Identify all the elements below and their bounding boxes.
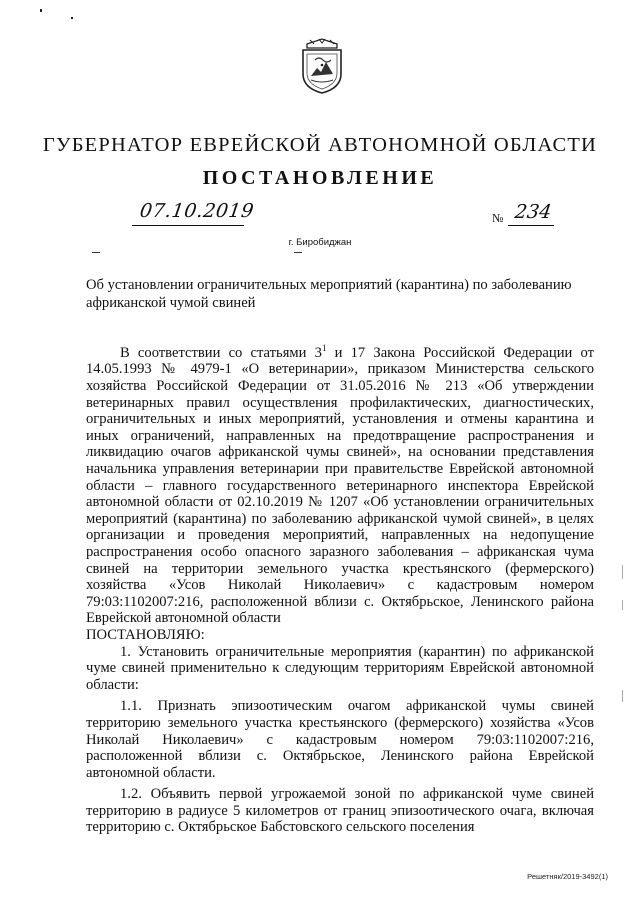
- document-subject: Об установлении ограничительных мероприятий (карантина) по заболеванию африканской чумой свиней: [86, 277, 572, 311]
- document-date: 07.10.2019: [138, 200, 256, 222]
- document-type: ПОСТАНОВЛЕНИЕ: [202, 167, 438, 189]
- corner-mark-right: [294, 252, 302, 253]
- preamble-rest: и 17 Закона Российской Федерации от 14.05.1993 № 4979-1 «О ветеринарии», приказом Министерства сельского хозяйства Российской Федерации от 31.05.2016 № 213 «Об утверждении ветеринарных правил осуществления профилактических, диагностических, ограничительных и иных мероприятий, установления и отмены карантина и иных ограничений, направленных на предотвращение распространения и ликвидацию очагов африканской чумы свиней», на основании представления начальника управления ветеринарии при правительстве Еврейской автономной области – главного государственного ветеринарного инспектора Еврейской автономной области от 02.10.2019 № 1207 «Об установлении ограничительных мероприятий (карантина) по заболеванию африканской чумой свиней», в целях организации и проведения мероприятий, направленных на недопущение распространения особо опасного заразного заболевания – африканская чума свиней на территории земельного участка крестьянского (фермерского) хозяйства «Усов Николай Николаевич» с кадастровым номером 79:03:1102007:216, расположенной вблизи с. Октябрьское, Ленинского района Еврейской автономной области: [86, 344, 594, 627]
- coat-of-arms-icon: [299, 38, 345, 94]
- authority-title: ГУБЕРНАТОР ЕВРЕЙСКОЙ АВТОНОМНОЙ ОБЛАСТИ: [42, 134, 598, 156]
- article-superscript: 1: [321, 343, 327, 353]
- corner-mark-left: [92, 252, 100, 253]
- item-1: 1. Установить ограничительные мероприятия (карантин) по африканской чуме свиней применительно к следующим территориям Еврейской автономной области:: [86, 643, 594, 693]
- scan-edge-mark: [622, 690, 623, 702]
- decree-word: ПОСТАНОВЛЯЮ:: [86, 626, 205, 643]
- item-1-2: 1.2. Объявить первой угрожаемой зоной по африканской чуме свиней территорию в радиусе 5 километров от границ эпизоотического очага, включая территорию с. Октябрьское Бабстовского сельского поселения: [86, 786, 594, 836]
- scan-edge-mark: [622, 600, 623, 610]
- city-label: г. Биробиджан: [288, 237, 352, 248]
- scan-speck: [40, 9, 42, 12]
- number-underline: [508, 225, 554, 226]
- preamble-paragraph: [86, 340, 594, 627]
- scan-edge-mark: [622, 565, 623, 579]
- document-body: [86, 340, 594, 836]
- scan-speck: [71, 17, 73, 19]
- footer-code: Решетняк/2019-3492(1): [527, 872, 608, 881]
- item-1-1: 1.1. Признать эпизоотическим очагом африканской чумы свиней территорию земельного участка крестьянского (фермерского) хозяйства «Усов Николай Николаевич» с кадастровым номером 79:03:1102007:216, расположенной вблизи с. Октябрьское, Ленинского района Еврейской автономной области.: [86, 698, 594, 781]
- preamble-start: В соответствии со статьями 3: [120, 344, 322, 361]
- document-number: 234: [513, 201, 553, 223]
- number-label: №: [492, 211, 504, 225]
